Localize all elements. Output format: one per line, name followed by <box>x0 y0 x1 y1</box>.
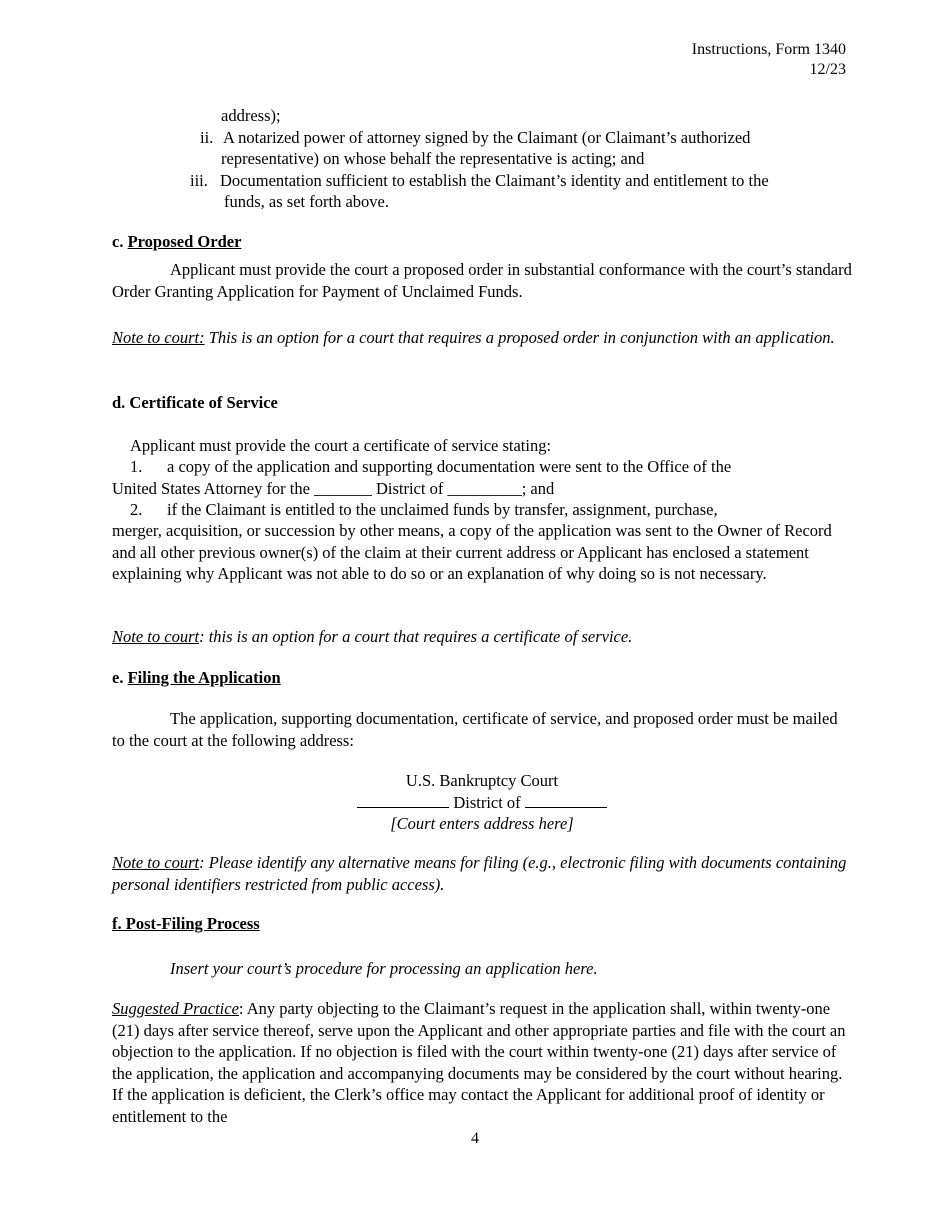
section-d-item1-line2: United States Attorney for the _______ District of _________; and <box>112 479 555 498</box>
list-item-ii-line2: representative) on whose behalf the representative is acting; and <box>221 149 645 168</box>
section-d-note-label: Note to court <box>112 627 200 646</box>
district-blank-right <box>525 793 607 808</box>
court-address-block <box>112 770 852 835</box>
section-c-prefix: c. <box>112 232 124 251</box>
list-item-iii-line1: Documentation sufficient to establish the Claimant’s identity and entitlement to the <box>220 171 769 190</box>
page-header <box>692 40 846 80</box>
court-address-district: District of <box>453 792 521 812</box>
list-item-iii-number: iii. <box>190 171 208 190</box>
court-address-line3: [Court enters address here] <box>390 814 574 833</box>
section-e-heading <box>112 667 852 689</box>
section-d-item2-rest: merger, acquisition, or succession by other means, a copy of the application was sent to the Owner of Record and all other previous owner(s) of the claim at their current address or Applicant has enclosed a statement explaining why Applicant was not able to do so or an explanation of why doing so is not necessary. <box>112 521 832 583</box>
section-c-title: Proposed Order <box>127 232 242 251</box>
list-item-ii-number: ii. <box>200 128 214 147</box>
section-e-title: Filing the Application <box>127 668 281 687</box>
court-address-line2 <box>112 792 852 814</box>
section-e-note-text: : Please identify any alternative means for filing (e.g., electronic filing with documents containing personal identifiers restricted from public access). <box>112 853 847 894</box>
section-d-note <box>112 626 852 648</box>
section-f-insert-text: Insert your court’s procedure for processing an application here. <box>170 959 598 978</box>
district-blank-left <box>357 793 449 808</box>
section-f-insert <box>112 958 852 980</box>
form-title: Instructions, Form 1340 <box>691 41 846 58</box>
section-e-note-label: Note to court <box>112 853 200 872</box>
section-d-intro <box>112 435 852 457</box>
section-c-note-text: This is an option for a court that requires a proposed order in conjunction with an application. <box>204 328 835 347</box>
section-c-note-label: Note to court: <box>112 328 205 347</box>
section-c-heading <box>112 231 852 253</box>
section-d-heading: d. Certificate of Service <box>112 393 278 412</box>
section-e-body-text: The application, supporting documentation, certificate of service, and proposed order must be mailed to the court at the following address: <box>112 709 838 750</box>
section-c-note <box>112 327 852 349</box>
section-d-item2-line1: if the Claimant is entitled to the unclaimed funds by transfer, assignment, purchase, <box>167 500 718 519</box>
form-date: 12/23 <box>809 61 846 78</box>
section-f-suggested-practice <box>112 998 852 1127</box>
suggested-practice-label: Suggested Practice <box>112 999 239 1018</box>
page-number: 4 <box>471 1130 479 1147</box>
section-c-body-text: Applicant must provide the court a proposed order in substantial conformance with the court’s standard Order Granting Application for Payment of Unclaimed Funds. <box>112 260 852 301</box>
list-item-iii-line2: funds, as set forth above. <box>224 192 389 211</box>
section-d-item1-line1: a copy of the application and supporting documentation were sent to the Office of the <box>167 457 732 476</box>
section-c-body <box>112 259 852 302</box>
section-e-prefix: e. <box>112 668 124 687</box>
section-d-item1-number: 1. <box>130 457 143 476</box>
list-item-ii-line1: A notarized power of attorney signed by the Claimant (or Claimant’s authorized <box>223 128 751 147</box>
court-address-line1: U.S. Bankruptcy Court <box>405 771 559 790</box>
section-d-intro-text: Applicant must provide the court a certificate of service stating: <box>130 436 552 455</box>
section-e-body <box>112 708 852 751</box>
suggested-practice-text: : Any party objecting to the Claimant’s request in the application shall, within twenty-one (21) days after service thereof, serve upon the Applicant and other appropriate parties and file with the court an objection to the application. If no objection is filed with the court within twenty-one (21) days after service of the application, the application and accompanying documents may be considered by the court without hearing. If the application is deficient, the Clerk’s office may contact the Applicant for additional proof of identity or entitlement to the <box>112 999 846 1126</box>
section-f-heading: f. Post-Filing Process <box>112 914 260 933</box>
section-e-note <box>112 852 852 895</box>
section-d-item2-number: 2. <box>130 500 143 519</box>
list-continuation-line: address); <box>221 106 281 125</box>
section-d-note-text: : this is an option for a court that requires a certificate of service. <box>199 627 633 646</box>
